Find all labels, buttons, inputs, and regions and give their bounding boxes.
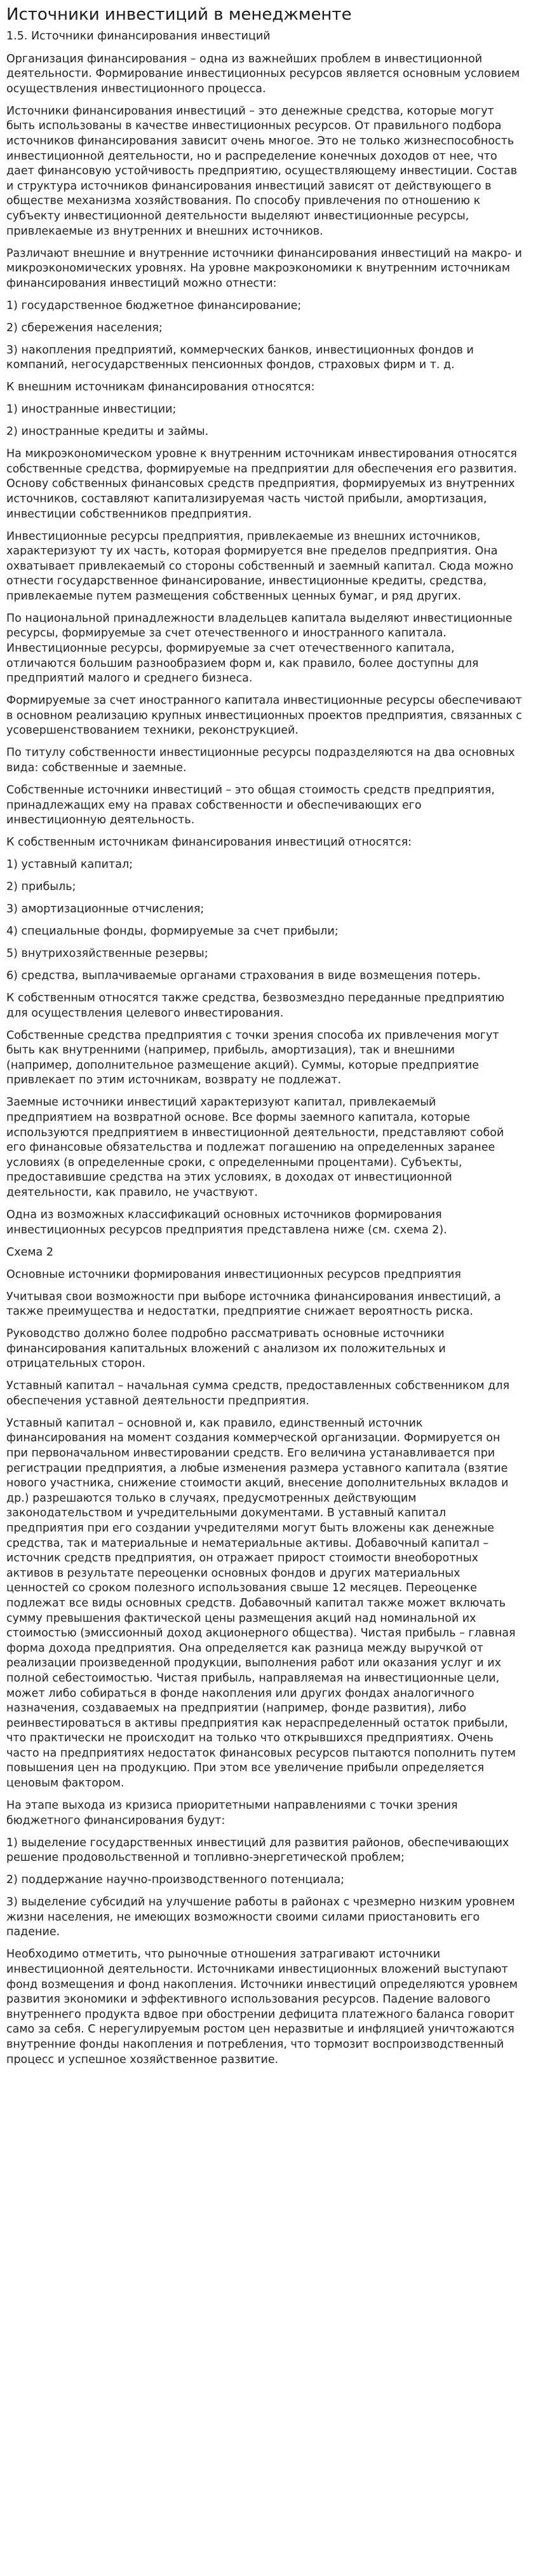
article-paragraph: На микроэкономическом уровне к внутренним источникам инвестирования относятся собственные средства, формируемые на предприятии для обеспечения его развития. Основу собственных финансовых средств предприятия, формируемых из внутренних источников, составляют капитализируемая часть чистой прибыли, амортизация, инвестиции собственников предприятия.	[6, 448, 517, 521]
article-paragraph: 1) государственное бюджетное финансирование;	[6, 299, 302, 312]
article-paragraph: Заемные источники инвестиций характеризуют капитал, привлекаемый предприятием на возвратной основе. Все формы заемного капитала, которые используются предприятием в инвестиционной деятельности, представляют собой его финансовые обязательства и подлежат погашению на определенных заранее условиях (в определенные сроки, с определенными процентами). Субъекты, предоставившие средства на этих условиях, в доходах от инвестиционной деятельности, как правило, не участвуют.	[6, 1096, 504, 1199]
article-paragraph: 1) уставный капитал;	[6, 858, 133, 872]
article-paragraph: Уставный капитал – основной и, как правило, единственный источник финансирования на момент создания коммерческой организации. Формируется он при первоначальном инвестировании средств. Его величина устанавливается при регистрации предприятия, а любые изменения размера уставного капитала (взятие нового участника, снижение стоимости акций, внесение дополнительных вкладов и др.) разрешаются только в случаях, предусмотренных действующим законодательством и учредительными документами. В уставный капитал предприятия при его создании учредителями могут быть вложены как денежные средства, так и материальные и нематериальные активы. Добавочный капитал – источник средств предприятия, он отражает прирост стоимости внеоборотных активов в результате переоценки основных фондов и других материальных ценностей со сроком полезного использования свыше 12 месяцев. Переоценке подлежат все виды основных средств. Добавочный капитал также может включать сумму превышения фактической цены размещения акций над номинальной их стоимостью (эмиссионный доход акционерного общества). Чистая прибыль – главная форма дохода предприятия. Она определяется как разница между выручкой от реализации произведенной продукции, выполнения работ или оказания услуг и их полной себестоимостью. Чистая прибыль, направляемая на инвестиционные цели, может либо собираться в фонде накопления или других фондах аналогичного назначения, создаваемых на предприятии (например, фонде развития), либо реинвестироваться в активы предприятия как нераспределенный остаток прибыли, что практически не происходит на только что открывшихся предприятиях. Очень часто на предприятиях недостаток финансовых ресурсов пытаются пополнить путем повышения цен на продукцию. При этом все увеличение прибыли определяется ценовым фактором.	[6, 1416, 516, 1790]
article-paragraph: 3) выделение субсидий на улучшение работы в районах с чрезмерно низким уровнем жизни населения, не имеющих возможности своими силами приостановить его падение.	[6, 1896, 515, 1939]
article-paragraph: Одна из возможных классификаций основных источников формирования инвестиционных ресурсов предприятия представлена ниже (см. схема 2).	[6, 1208, 447, 1237]
article-paragraph: К собственным источникам финансирования инвестиций относятся:	[6, 836, 412, 849]
article-paragraph: 2) поддержание научно-производственного потенциала;	[6, 1874, 345, 1887]
article-paragraph: По титулу собственности инвестиционные ресурсы подразделяются на два основных вида: собственные и заемные.	[6, 746, 515, 775]
article-paragraph: Руководство должно более подробно рассматривать основные источники финансирования капитальных вложений с анализом их положительных и отрицательных сторон.	[6, 1327, 446, 1371]
article-paragraph: К собственным относятся также средства, безвозмездно переданные предприятию для осуществления целевого инвестирования.	[6, 992, 505, 1020]
article-paragraph: 6) средства, выплачиваемые органами страхования в виде возмещения потерь.	[6, 969, 481, 983]
article-paragraph: Уставный капитал – начальная сумма средств, предоставленных собственником для обеспечения уставной деятельности предприятия.	[6, 1380, 509, 1408]
article-paragraph: Инвестиционные ресурсы предприятия, привлекаемые из внешних источников, характеризуют ту их часть, которая формируется вне пределов предприятия. Она охватывает привлекаемый со стороны собственный и заемный капитал. Сюда можно отнести государственное финансирование, инвестиционные кредиты, средства, привлекаемые путем размещения собственных ценных бумаг, и ряд других.	[6, 530, 514, 603]
article-paragraph: 2) прибыль;	[6, 880, 76, 894]
article-paragraph: Необходимо отметить, что рыночные отношения затрагивают источники инвестиционной деятельности. Источниками инвестиционных вложений выступают фонд возмещения и фонд накопления. Источники инвестиций определяются уровнем развития экономики и эффективного использования ресурсов. Падение валового внутреннего продукта вдвое при обострении дефицита платежного баланса говорит само за себя. С нерегулируемым ростом цен неразвитые и инфляцией уничтожаются внутренние фонды накопления и потребления, что тормозит воспроизводственный процесс и успешное хозяйственное развитие.	[6, 1948, 518, 2066]
article-paragraph: Организация финансирования – одна из важнейших проблем в инвестиционной деятельности. Формирование инвестиционных ресурсов является основным условием осуществления инвестиционного процесса.	[6, 52, 520, 95]
article-body	[6, 52, 524, 2068]
article-paragraph: 2) иностранные кредиты и займы.	[6, 425, 209, 439]
article-paragraph: 3) амортизационные отчисления;	[6, 903, 205, 916]
article-paragraph: Учитывая свои возможности при выборе источника финансирования инвестиций, а также преимущества и недостатки, предприятие снижает вероятность риска.	[6, 1290, 501, 1319]
article-paragraph: Различают внешние и внутренние источники финансирования инвестиций на макро- и микроэкономических уровнях. На уровне макроэкономики к внутренним источникам финансирования инвестиций можно отнести:	[6, 247, 522, 290]
section-heading: 1.5. Источники финансирования инвестиций	[6, 30, 271, 43]
article-paragraph: На этапе выхода из кризиса приоритетными направлениями с точки зрения бюджетного финансирования будут:	[6, 1799, 458, 1827]
page-title: Источники инвестиций в менеджменте	[6, 5, 352, 24]
article-paragraph: К внешним источникам финансирования относятся:	[6, 381, 315, 394]
article-paragraph: Формируемые за счет иностранного капитала инвестиционные ресурсы обеспечивают в основном реализацию крупных инвестиционных проектов предприятия, связанных с усовершенствованием техники, реконструкцией.	[6, 694, 522, 737]
article-paragraph: 3) накопления предприятий, коммерческих банков, инвестиционных фондов и компаний, негосударственных пенсионных фондов, страховых фирм и т. д.	[6, 343, 474, 372]
article-paragraph: 5) внутрихозяйственные резервы;	[6, 947, 208, 961]
article-paragraph: По национальной принадлежности владельцев капитала выделяют инвестиционные ресурсы, формируемые за счет отечественного и иностранного капитала. Инвестиционные ресурсы, формируемые за счет отечественного капитала, отличаются большим разнообразием форм и, как правило, более доступны для предприятий малого и среднего бизнеса.	[6, 612, 513, 685]
article-paragraph: Собственные средства предприятия с точки зрения способа их привлечения могут быть как внутренними (например, прибыль, амортизация), так и внешними (например, дополнительное размещение акций). Суммы, которые предприятие привлекает по этим источникам, возврату не подлежат.	[6, 1029, 499, 1087]
article-paragraph: 1) иностранные инвестиции;	[6, 403, 177, 416]
article-paragraph: 1) выделение государственных инвестиций для развития районов, обеспечивающих решение продовольственной и топливно-энергетической проблем;	[6, 1836, 509, 1865]
article-paragraph: Источники финансирования инвестиций – это денежные средства, которые могут быть использованы в качестве инвестиционных ресурсов. От правильного подбора источников финансирования зависит очень многое. Это не только жизнеспособность инвестиционной деятельности, но и распределение конечных доходов от нее, что дает финансовую устойчивость предприятию, осуществляющему инвестиции. Состав и структура источников финансирования инвестиций зависят от действующего в обществе механизма хозяйствования. По способу привлечения по отношению к субъекту инвестиционной деятельности выделяют инвестиционные ресурсы, привлекаемые из внутренних и внешних источников.	[6, 104, 518, 238]
article-paragraph: 4) специальные фонды, формируемые за счет прибыли;	[6, 925, 339, 938]
article-paragraph: Собственные источники инвестиций – это общая стоимость средств предприятия, принадлежащих ему на правах собственности и обеспечивающих его инвестиционную деятельность.	[6, 784, 495, 827]
article-paragraph: Схема 2	[6, 1245, 53, 1259]
article-paragraph: Основные источники формирования инвестиционных ресурсов предприятия	[6, 1268, 461, 1281]
article-paragraph: 2) сбережения населения;	[6, 321, 163, 334]
